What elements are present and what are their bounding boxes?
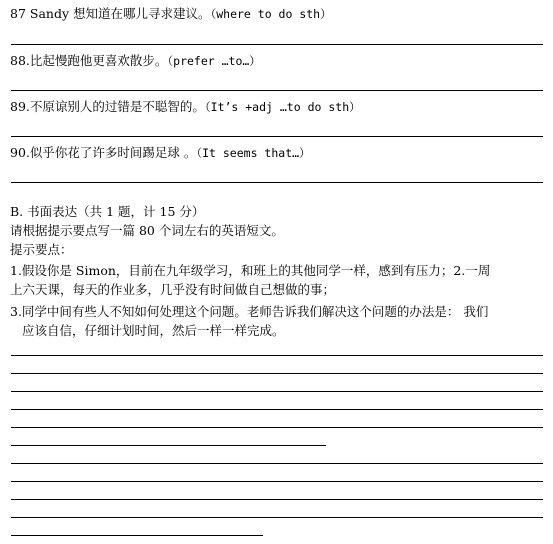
answer-line-90[interactable] [11, 182, 543, 183]
question-90 [10, 145, 311, 161]
writing-line[interactable] [11, 391, 543, 392]
question-87-hint: （where to do sth） [210, 7, 332, 21]
question-88 [10, 53, 261, 69]
section-b-point-1-line-2: 上六天课，每天的作业多，几乎没有时间做自己想做的事； [10, 282, 336, 297]
question-89-text: 89.不原谅别人的过错是不聪智的。 [10, 99, 205, 114]
writing-line[interactable] [11, 535, 263, 536]
writing-line[interactable] [11, 517, 543, 518]
section-b-points-label: 提示要点： [10, 242, 73, 257]
answer-line-87[interactable] [11, 44, 543, 45]
writing-line[interactable] [11, 373, 543, 374]
question-89 [10, 99, 361, 115]
writing-line[interactable] [11, 427, 543, 428]
section-b-instruction: 请根据提示要点写一篇 80 个词左右的英语短文。 [10, 223, 284, 238]
section-b-point-3-line-1: 3.同学中间有些人不知如何处理这个问题。老师告诉我们解决这个问题的办法是： 我们 [10, 304, 489, 319]
writing-line[interactable] [11, 463, 543, 464]
writing-line[interactable] [11, 499, 543, 500]
section-b-point-1-line-1: 1.假设你是 Simon，目前在九年级学习，和班上的其他同学一样，感到有压力；2.一周 [10, 263, 491, 278]
question-87-text: 87 Sandy 想知道在哪儿寻求建议。 [10, 6, 211, 21]
question-88-hint: （prefer …to…） [167, 54, 261, 68]
question-89-hint: （It’s +adj …to do sth） [204, 100, 361, 114]
writing-line[interactable] [11, 445, 326, 446]
writing-line[interactable] [11, 355, 543, 356]
writing-line[interactable] [11, 481, 543, 482]
writing-line[interactable] [11, 409, 543, 410]
answer-line-89[interactable] [11, 136, 543, 137]
section-b-point-3-line-2: 应该自信，仔细计划时间，然后一样一样完成。 [22, 323, 285, 338]
question-87 [10, 6, 332, 22]
answer-line-88[interactable] [11, 90, 543, 91]
question-90-hint: （It seems that…） [196, 146, 311, 160]
question-88-text: 88.比起慢跑他更喜欢散步。 [10, 53, 168, 68]
question-90-text: 90.似乎你花了许多时间踢足球 。 [10, 145, 197, 160]
section-b-heading: B. 书面表达（共 1 题，计 15 分） [10, 204, 205, 219]
